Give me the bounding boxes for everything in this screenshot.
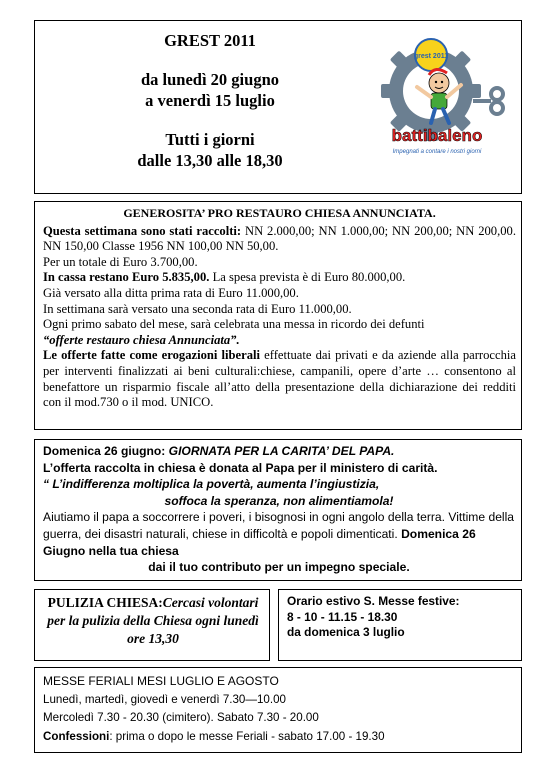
pulizia-title: PULIZIA CHIESA: [47,595,163,610]
feriali-box [34,667,522,753]
grest-hours: dalle 13,30 alle 18,30 [137,151,283,170]
battibaleno-logo [373,31,513,171]
confessioni-line [43,728,515,747]
orario-box [278,589,522,661]
liberali-paragraph [43,348,516,410]
svg-text:grest 2011: grest 2011 [413,53,449,60]
grest-box [34,20,522,194]
messa-line: Ogni primo sabato del mese, sarà celebrata una messa in ricordo dei defunti [43,317,425,332]
pulizia-box [34,589,270,661]
carita-body-text: Aiutiamo il papa a soccorrere i poveri, i bisognosi in ogni angolo della terra. Vittime della guerra, dei disastri naturali, chiese in difficoltà e popoli dimenticati. [43,510,515,541]
seconda-rata-line: In settimana sarà versato una seconda rata di Euro 11.000,00. [43,301,352,316]
badge-icon [414,39,448,71]
spesa-prevista: La spesa prevista è di Euro 80.000,00. [209,270,406,285]
restauro-box [34,201,522,430]
grest-date-start: da lunedì 20 giugno [140,70,279,89]
raccolti-paragraph [43,224,516,255]
logo-tagline: Impegnati a contare i nostri giorni [392,149,482,155]
grest-title: GREST 2011 [164,31,256,50]
grest-date-end: a venerdì 15 luglio [145,91,275,110]
confessioni-label: Confessioni [43,729,110,743]
carita-closing: dai il tuo contributo per un impegno speciale. [148,560,410,575]
orario-title: Orario estivo S. Messe festive: [287,594,460,608]
feriali-heading: MESSE FERIALI MESI LUGLIO E AGOSTO [43,674,279,688]
totale-line: Per un totale di Euro 3.700,00. [43,254,198,269]
offerte-quote: “offerte restauro chiesa Annunciata”. [43,332,240,347]
carita-body-bold: Domenica 26 Giugno nella tua chiesa [43,526,476,558]
cassa-line [43,270,516,286]
raccolti-label: Questa settimana sono stati raccolti: [43,223,242,238]
orario-times: 8 - 10 - 11.15 - 18.30 [287,609,398,624]
carita-quote-1: “ L’indifferenza moltiplica la povertà, aumenta l’ingiustizia, [43,477,380,492]
carita-offerta: L’offerta raccolta in chiesa è donata al Papa per il ministero di carità. [43,460,438,475]
logo-name: battibaleno [391,126,483,145]
feriali-line-2: Mercoledì 7.30 - 20.30 (cimitero). Sabato 7.30 - 20.00 [43,711,319,725]
carita-box [34,439,522,581]
raccolti-values: NN 2.000,00; NN 1.000,00; NN 200,00; NN 200,00. NN 150,00 Classe 1956 NN 100,00 NN 50,00. [43,223,516,254]
orario-start: da domenica 3 luglio [287,625,405,640]
carita-date: Domenica 26 giugno: [43,444,169,458]
grest-days: Tutti i giorni [165,130,255,149]
carita-quote-2: soffoca la speranza, non alimentiamola! [164,493,394,508]
pulizia-text: Cercasi volontari per la pulizia della Chiesa ogni lunedì ore 13,30 [47,595,259,646]
liberali-text: effettuate dai privati e da aziende alla parrocchia per interventi finalizzati ai beni culturali:chiese, campanili, opere d’arte … consentono al benefattore un risparmio fiscale all’atto della presentazione della dichiarazione dei redditi con il mod.730 o il mod. UNICO. [43,348,516,410]
feriali-line-1: Lunedì, martedì, giovedì e venerdì 7.30—10.00 [43,692,286,706]
carita-body [43,509,515,559]
confessioni-text: : prima o dopo le messe Feriali - sabato 17.00 - 19.30 [109,729,385,743]
liberali-label: Le offerte fatte come erogazioni liberali [43,348,261,363]
cassa-amount: In cassa restano Euro 5.835,00. [43,270,210,285]
restauro-heading: GENEROSITA’ PRO RESTAURO CHIESA ANNUNCIATA. [123,206,436,220]
carita-heading [43,443,515,460]
carita-title: GIORNATA PER LA CARITA’ DEL PAPA. [168,444,395,458]
versato-line: Già versato alla ditta prima rata di Euro 11.000,00. [43,285,299,300]
